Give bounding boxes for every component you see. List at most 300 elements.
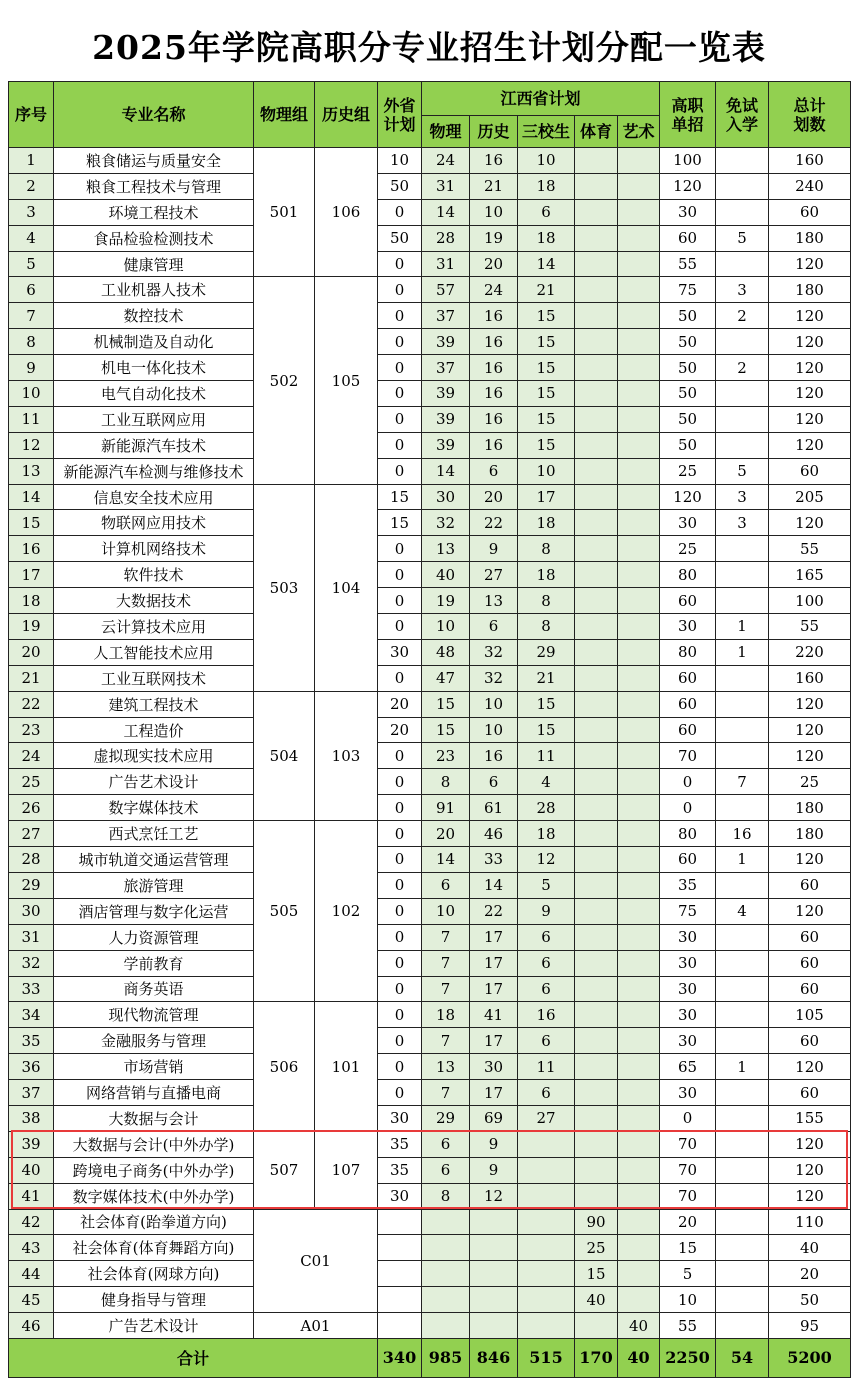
sanxiao-cell	[518, 1157, 575, 1183]
major-name-cell: 跨境电子商务(中外办学)	[54, 1157, 254, 1183]
physics-cell: 91	[422, 795, 470, 821]
physics-cell: 39	[422, 432, 470, 458]
gaozhi-cell: 80	[660, 562, 716, 588]
mianshi-cell	[716, 1002, 769, 1028]
physics-group-cell: 507	[254, 1131, 315, 1209]
art-cell	[618, 691, 660, 717]
out-province-cell	[378, 1261, 422, 1287]
major-name-cell: 新能源汽车检测与维修技术	[54, 458, 254, 484]
out-province-cell: 0	[378, 898, 422, 924]
mianshi-cell	[716, 173, 769, 199]
physics-cell: 39	[422, 381, 470, 407]
physics-cell: 7	[422, 976, 470, 1002]
table-row	[9, 950, 851, 976]
sports-cell	[575, 277, 618, 303]
table-row	[9, 665, 851, 691]
physics-cell: 13	[422, 536, 470, 562]
physics-cell: 8	[422, 1183, 470, 1209]
gaozhi-cell: 30	[660, 950, 716, 976]
physics-cell: 15	[422, 691, 470, 717]
major-name-cell: 酒店管理与数字化运营	[54, 898, 254, 924]
mianshi-cell: 2	[716, 355, 769, 381]
total-cell: 120	[769, 1131, 851, 1157]
history-cell: 16	[470, 743, 518, 769]
gaozhi-cell: 120	[660, 173, 716, 199]
sports-cell	[575, 976, 618, 1002]
art-cell	[618, 536, 660, 562]
physics-cell: 20	[422, 821, 470, 847]
header-mianshi: 免试 入学	[716, 82, 769, 148]
total-cell: 20	[769, 1261, 851, 1287]
table-row	[9, 355, 851, 381]
gaozhi-cell: 60	[660, 588, 716, 614]
out-province-cell: 30	[378, 639, 422, 665]
sanxiao-cell	[518, 1261, 575, 1287]
table-row	[9, 1028, 851, 1054]
major-name-cell: 健康管理	[54, 251, 254, 277]
table-row	[9, 1002, 851, 1028]
table-row	[9, 898, 851, 924]
total-cell: 180	[769, 795, 851, 821]
sanxiao-cell: 8	[518, 588, 575, 614]
history-cell	[470, 1261, 518, 1287]
art-cell	[618, 588, 660, 614]
gaozhi-cell: 80	[660, 821, 716, 847]
gaozhi-cell: 60	[660, 665, 716, 691]
sports-cell	[575, 1080, 618, 1106]
total-cell: 160	[769, 148, 851, 174]
table-row	[9, 588, 851, 614]
sanxiao-cell: 6	[518, 1080, 575, 1106]
seq-cell: 19	[9, 614, 54, 640]
gaozhi-cell: 70	[660, 1183, 716, 1209]
total-cell: 60	[769, 976, 851, 1002]
art-cell	[618, 251, 660, 277]
mianshi-cell	[716, 717, 769, 743]
total-cell: 220	[769, 639, 851, 665]
history-group-cell: 107	[315, 1131, 378, 1209]
sanxiao-cell: 15	[518, 355, 575, 381]
mianshi-cell	[716, 1028, 769, 1054]
history-cell: 10	[470, 717, 518, 743]
sports-cell	[575, 821, 618, 847]
mianshi-cell	[716, 406, 769, 432]
art-cell	[618, 1287, 660, 1313]
physics-cell: 47	[422, 665, 470, 691]
total-cell: 120	[769, 303, 851, 329]
total-cell: 120	[769, 1157, 851, 1183]
header-physics: 物理	[422, 116, 470, 148]
out-province-cell: 0	[378, 251, 422, 277]
art-cell	[618, 1183, 660, 1209]
major-name-cell: 数控技术	[54, 303, 254, 329]
sports-cell	[575, 717, 618, 743]
major-name-cell: 粮食工程技术与管理	[54, 173, 254, 199]
history-cell: 46	[470, 821, 518, 847]
sports-cell	[575, 1002, 618, 1028]
sports-cell	[575, 536, 618, 562]
physics-group-cell: 504	[254, 691, 315, 820]
table-row	[9, 510, 851, 536]
physics-cell: 31	[422, 251, 470, 277]
sports-cell: 40	[575, 1287, 618, 1313]
seq-cell: 44	[9, 1261, 54, 1287]
major-name-cell: 机械制造及自动化	[54, 329, 254, 355]
group-code-cell: C01	[254, 1209, 378, 1313]
gaozhi-cell: 50	[660, 381, 716, 407]
out-province-cell: 0	[378, 924, 422, 950]
gaozhi-cell: 55	[660, 251, 716, 277]
seq-cell: 40	[9, 1157, 54, 1183]
gaozhi-cell: 30	[660, 614, 716, 640]
gaozhi-cell: 50	[660, 406, 716, 432]
group-code-cell: A01	[254, 1313, 378, 1339]
mianshi-cell	[716, 976, 769, 1002]
history-cell: 32	[470, 665, 518, 691]
history-cell	[470, 1313, 518, 1339]
total-cell: 205	[769, 484, 851, 510]
physics-cell: 14	[422, 458, 470, 484]
physics-cell: 19	[422, 588, 470, 614]
out-province-cell: 0	[378, 329, 422, 355]
header-out-province: 外省 计划	[378, 82, 422, 148]
sports-cell	[575, 329, 618, 355]
total-cell: 165	[769, 562, 851, 588]
physics-cell: 7	[422, 1080, 470, 1106]
sports-cell	[575, 1131, 618, 1157]
gaozhi-cell: 30	[660, 1080, 716, 1106]
art-cell	[618, 1028, 660, 1054]
history-cell: 30	[470, 1054, 518, 1080]
sports-cell	[575, 406, 618, 432]
sanxiao-cell: 8	[518, 536, 575, 562]
table-row	[9, 173, 851, 199]
gaozhi-cell: 70	[660, 1157, 716, 1183]
mianshi-cell	[716, 1157, 769, 1183]
sports-cell	[575, 199, 618, 225]
gaozhi-cell: 80	[660, 639, 716, 665]
sports-cell	[575, 614, 618, 640]
physics-cell: 6	[422, 1157, 470, 1183]
out-province-cell: 0	[378, 355, 422, 381]
art-cell	[618, 277, 660, 303]
seq-cell: 21	[9, 665, 54, 691]
mianshi-cell	[716, 1105, 769, 1131]
totals-value: 40	[618, 1338, 660, 1377]
sanxiao-cell: 18	[518, 562, 575, 588]
out-province-cell: 15	[378, 484, 422, 510]
seq-cell: 27	[9, 821, 54, 847]
seq-cell: 23	[9, 717, 54, 743]
physics-cell: 32	[422, 510, 470, 536]
major-name-cell: 西式烹饪工艺	[54, 821, 254, 847]
total-cell: 60	[769, 1080, 851, 1106]
history-cell: 16	[470, 148, 518, 174]
out-province-cell: 0	[378, 821, 422, 847]
history-cell: 21	[470, 173, 518, 199]
table-row	[9, 769, 851, 795]
history-cell: 9	[470, 1131, 518, 1157]
seq-cell: 34	[9, 1002, 54, 1028]
physics-cell: 37	[422, 303, 470, 329]
art-cell	[618, 458, 660, 484]
art-cell	[618, 769, 660, 795]
table-row	[9, 148, 851, 174]
table-row	[9, 303, 851, 329]
header-sanxiao: 三校生	[518, 116, 575, 148]
seq-cell: 13	[9, 458, 54, 484]
mianshi-cell: 1	[716, 847, 769, 873]
physics-cell: 7	[422, 924, 470, 950]
out-province-cell: 15	[378, 510, 422, 536]
art-cell	[618, 355, 660, 381]
table-row	[9, 381, 851, 407]
major-name-cell: 机电一体化技术	[54, 355, 254, 381]
history-cell: 10	[470, 199, 518, 225]
total-cell: 110	[769, 1209, 851, 1235]
seq-cell: 15	[9, 510, 54, 536]
total-cell: 60	[769, 199, 851, 225]
out-province-cell: 0	[378, 1080, 422, 1106]
physics-cell: 6	[422, 1131, 470, 1157]
sports-cell	[575, 1183, 618, 1209]
physics-cell: 28	[422, 225, 470, 251]
out-province-cell: 50	[378, 225, 422, 251]
major-name-cell: 社会体育(跆拳道方向)	[54, 1209, 254, 1235]
seq-cell: 9	[9, 355, 54, 381]
totals-value: 5200	[769, 1338, 851, 1377]
physics-cell: 14	[422, 199, 470, 225]
major-name-cell: 信息安全技术应用	[54, 484, 254, 510]
table-row	[9, 277, 851, 303]
seq-cell: 28	[9, 847, 54, 873]
sanxiao-cell: 15	[518, 406, 575, 432]
total-cell: 240	[769, 173, 851, 199]
table-row	[9, 1235, 851, 1261]
major-name-cell: 旅游管理	[54, 872, 254, 898]
totals-row	[9, 1338, 851, 1377]
sports-cell	[575, 639, 618, 665]
physics-group-cell: 505	[254, 821, 315, 1002]
physics-cell: 15	[422, 717, 470, 743]
out-province-cell: 0	[378, 872, 422, 898]
physics-cell: 39	[422, 329, 470, 355]
history-cell: 41	[470, 1002, 518, 1028]
gaozhi-cell: 30	[660, 1002, 716, 1028]
history-cell: 16	[470, 355, 518, 381]
sanxiao-cell: 28	[518, 795, 575, 821]
major-name-cell: 广告艺术设计	[54, 1313, 254, 1339]
physics-cell: 23	[422, 743, 470, 769]
sanxiao-cell	[518, 1183, 575, 1209]
major-name-cell: 大数据与会计(中外办学)	[54, 1131, 254, 1157]
header-seq: 序号	[9, 82, 54, 148]
total-cell: 120	[769, 251, 851, 277]
mianshi-cell	[716, 1313, 769, 1339]
physics-cell	[422, 1313, 470, 1339]
gaozhi-cell: 60	[660, 225, 716, 251]
total-cell: 60	[769, 924, 851, 950]
table-row	[9, 795, 851, 821]
total-cell: 120	[769, 329, 851, 355]
mianshi-cell: 4	[716, 898, 769, 924]
sports-cell: 15	[575, 1261, 618, 1287]
seq-cell: 18	[9, 588, 54, 614]
physics-cell: 57	[422, 277, 470, 303]
sanxiao-cell: 6	[518, 1028, 575, 1054]
out-province-cell: 0	[378, 562, 422, 588]
total-cell: 50	[769, 1287, 851, 1313]
art-cell	[618, 1235, 660, 1261]
total-cell: 60	[769, 458, 851, 484]
table-row	[9, 1209, 851, 1235]
seq-cell: 6	[9, 277, 54, 303]
total-cell: 120	[769, 381, 851, 407]
seq-cell: 35	[9, 1028, 54, 1054]
art-cell	[618, 795, 660, 821]
history-cell: 20	[470, 251, 518, 277]
table-row	[9, 1261, 851, 1287]
history-cell	[470, 1235, 518, 1261]
mianshi-cell: 3	[716, 484, 769, 510]
table-row	[9, 199, 851, 225]
header-total: 总计 划数	[769, 82, 851, 148]
out-province-cell: 30	[378, 1183, 422, 1209]
sanxiao-cell: 15	[518, 303, 575, 329]
history-cell: 27	[470, 562, 518, 588]
major-name-cell: 人力资源管理	[54, 924, 254, 950]
sanxiao-cell: 18	[518, 821, 575, 847]
seq-cell: 38	[9, 1105, 54, 1131]
table-row	[9, 1183, 851, 1209]
history-cell: 22	[470, 898, 518, 924]
sanxiao-cell: 11	[518, 743, 575, 769]
table-row	[9, 406, 851, 432]
art-cell	[618, 665, 660, 691]
table-row	[9, 536, 851, 562]
table-row	[9, 1105, 851, 1131]
art-cell	[618, 1261, 660, 1287]
out-province-cell	[378, 1313, 422, 1339]
out-province-cell: 0	[378, 277, 422, 303]
seq-cell: 46	[9, 1313, 54, 1339]
seq-cell: 45	[9, 1287, 54, 1313]
physics-cell: 40	[422, 562, 470, 588]
seq-cell: 20	[9, 639, 54, 665]
history-cell: 16	[470, 381, 518, 407]
physics-group-cell: 506	[254, 1002, 315, 1131]
mianshi-cell	[716, 329, 769, 355]
out-province-cell	[378, 1235, 422, 1261]
total-cell: 120	[769, 406, 851, 432]
gaozhi-cell: 75	[660, 277, 716, 303]
out-province-cell: 0	[378, 665, 422, 691]
art-cell	[618, 1054, 660, 1080]
physics-cell: 13	[422, 1054, 470, 1080]
physics-cell: 8	[422, 769, 470, 795]
gaozhi-cell: 70	[660, 1131, 716, 1157]
total-cell: 120	[769, 717, 851, 743]
major-name-cell: 健身指导与管理	[54, 1287, 254, 1313]
seq-cell: 10	[9, 381, 54, 407]
out-province-cell: 0	[378, 1028, 422, 1054]
totals-value: 54	[716, 1338, 769, 1377]
major-name-cell: 大数据技术	[54, 588, 254, 614]
table-row	[9, 225, 851, 251]
history-group-cell: 104	[315, 484, 378, 691]
table-row	[9, 1157, 851, 1183]
art-cell	[618, 510, 660, 536]
gaozhi-cell: 0	[660, 769, 716, 795]
totals-value: 2250	[660, 1338, 716, 1377]
mianshi-cell	[716, 691, 769, 717]
physics-cell: 39	[422, 406, 470, 432]
table-row	[9, 691, 851, 717]
major-name-cell: 学前教育	[54, 950, 254, 976]
header-jiangxi: 江西省计划	[422, 82, 660, 116]
history-cell: 22	[470, 510, 518, 536]
history-cell: 12	[470, 1183, 518, 1209]
sanxiao-cell: 5	[518, 872, 575, 898]
major-name-cell: 软件技术	[54, 562, 254, 588]
art-cell	[618, 898, 660, 924]
sports-cell	[575, 665, 618, 691]
sports-cell	[575, 1157, 618, 1183]
gaozhi-cell: 30	[660, 510, 716, 536]
history-cell: 13	[470, 588, 518, 614]
sports-cell	[575, 355, 618, 381]
history-cell: 17	[470, 924, 518, 950]
sports-cell	[575, 562, 618, 588]
sports-cell	[575, 510, 618, 536]
physics-cell	[422, 1261, 470, 1287]
seq-cell: 36	[9, 1054, 54, 1080]
physics-cell: 10	[422, 614, 470, 640]
gaozhi-cell: 65	[660, 1054, 716, 1080]
mianshi-cell	[716, 924, 769, 950]
mianshi-cell	[716, 432, 769, 458]
seq-cell: 2	[9, 173, 54, 199]
gaozhi-cell: 30	[660, 1028, 716, 1054]
table-row	[9, 924, 851, 950]
gaozhi-cell: 10	[660, 1287, 716, 1313]
art-cell	[618, 329, 660, 355]
sports-cell	[575, 847, 618, 873]
out-province-cell: 0	[378, 199, 422, 225]
history-group-cell: 105	[315, 277, 378, 484]
art-cell	[618, 924, 660, 950]
physics-cell: 6	[422, 872, 470, 898]
gaozhi-cell: 35	[660, 872, 716, 898]
table-row	[9, 1080, 851, 1106]
seq-cell: 22	[9, 691, 54, 717]
total-cell: 120	[769, 355, 851, 381]
total-cell: 180	[769, 821, 851, 847]
sanxiao-cell: 10	[518, 148, 575, 174]
art-cell	[618, 562, 660, 588]
mianshi-cell	[716, 1209, 769, 1235]
history-cell: 16	[470, 432, 518, 458]
sanxiao-cell: 15	[518, 432, 575, 458]
gaozhi-cell: 50	[660, 432, 716, 458]
header-history: 历史	[470, 116, 518, 148]
seq-cell: 8	[9, 329, 54, 355]
mianshi-cell	[716, 1080, 769, 1106]
gaozhi-cell: 50	[660, 303, 716, 329]
table-row	[9, 872, 851, 898]
gaozhi-cell: 100	[660, 148, 716, 174]
major-name-cell: 大数据与会计	[54, 1105, 254, 1131]
